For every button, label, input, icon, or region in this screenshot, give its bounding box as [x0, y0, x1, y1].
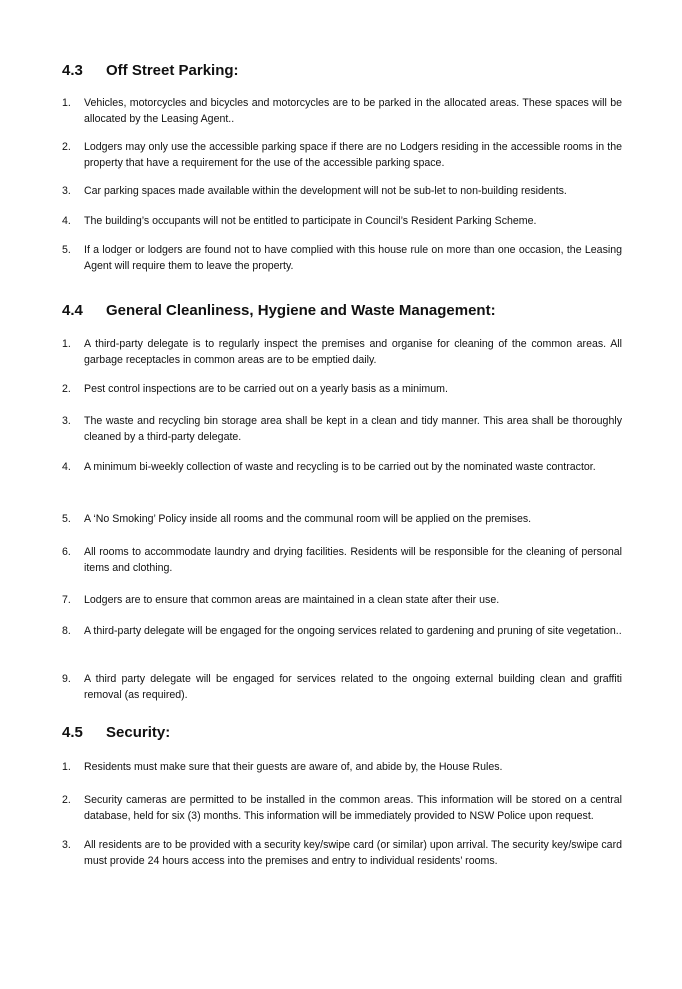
section-heading [62, 724, 622, 741]
item-text: A third party delegate will be engaged for services related to the ongoing external building clean and graffiti removal (as required). [84, 673, 622, 701]
item-number: 1. [62, 338, 71, 350]
list-item [62, 512, 622, 528]
item-text: Lodgers are to ensure that common areas are maintained in a clean state after their use. [84, 594, 500, 606]
list-item [62, 593, 622, 609]
item-number: 3. [62, 185, 71, 197]
item-text: A ‘No Smoking’ Policy inside all rooms and the communal room will be applied on the premises. [84, 513, 532, 525]
item-number: 2. [62, 794, 71, 806]
list-item [62, 760, 622, 776]
item-number: 2. [62, 141, 71, 153]
section-number: 4.4 [62, 302, 83, 319]
item-number: 1. [62, 761, 71, 773]
section-title: General Cleanliness, Hygiene and Waste Management: [106, 302, 496, 319]
item-number: 2. [62, 383, 71, 395]
item-text: Vehicles, motorcycles and bicycles and motorcycles are to be parked in the allocated areas. These spaces will be allocated by the Leasing Agent.. [84, 97, 622, 125]
list-item [62, 624, 622, 640]
item-number: 3. [62, 415, 71, 427]
item-text: The building’s occupants will not be entitled to participate in Council’s Resident Parking Scheme. [84, 215, 537, 227]
list-item [62, 243, 622, 274]
item-text: If a lodger or lodgers are found not to have complied with this house rule on more than one occasion, the Leasing Agent will require them to leave the property. [84, 244, 622, 272]
item-text: A third-party delegate is to regularly inspect the premises and organise for cleaning of the common areas. All garbage receptacles in common areas are to be emptied daily. [84, 338, 622, 366]
list-item [62, 214, 622, 230]
section-security [62, 724, 622, 867]
item-text: Lodgers may only use the accessible parking space if there are no Lodgers residing in the accessible rooms in the property that have a requirement for the use of the accessible parking space. [84, 141, 622, 169]
list-item [62, 140, 622, 171]
item-text: Residents must make sure that their guests are aware of, and abide by, the House Rules. [84, 761, 503, 773]
list-item [62, 672, 622, 703]
list-item [62, 460, 622, 476]
item-text: All residents are to be provided with a security key/swipe card (or similar) upon arrival. The security key/swipe card must provide 24 hours access into the premises and entry to individual residents’ rooms. [84, 839, 622, 867]
section-title: Security: [106, 724, 171, 741]
item-text: Car parking spaces made available within the development will not be sub-let to non-building residents. [84, 185, 567, 197]
item-number: 6. [62, 546, 71, 558]
item-number: 9. [62, 673, 71, 685]
list-item [62, 838, 622, 869]
list-item [62, 793, 622, 824]
item-text: Security cameras are permitted to be installed in the common areas. This information will be stored on a central database, held for six (3) months. This information will be immediately provided to NSW Police upon request. [84, 794, 622, 822]
item-number: 3. [62, 839, 71, 851]
section-title: Off Street Parking: [106, 62, 239, 79]
section-off-street-parking [62, 62, 622, 272]
list-item [62, 545, 622, 576]
item-number: 1. [62, 97, 71, 109]
item-number: 4. [62, 215, 71, 227]
item-number: 5. [62, 513, 71, 525]
item-number: 8. [62, 625, 71, 637]
list-item [62, 96, 622, 127]
item-number: 7. [62, 594, 71, 606]
item-number: 4. [62, 461, 71, 473]
item-number: 5. [62, 244, 71, 256]
section-cleanliness-hygiene-waste [62, 302, 622, 701]
item-text: All rooms to accommodate laundry and drying facilities. Residents will be responsible for the cleaning of personal items and clothing. [84, 546, 622, 574]
section-heading [62, 62, 622, 79]
list-item [62, 382, 622, 398]
item-text: A minimum bi-weekly collection of waste and recycling is to be carried out by the nominated waste contractor. [84, 461, 596, 473]
section-heading [62, 302, 622, 319]
section-number: 4.3 [62, 62, 83, 79]
section-number: 4.5 [62, 724, 83, 741]
list-item [62, 184, 622, 200]
list-item [62, 414, 622, 445]
list-item [62, 337, 622, 368]
item-text: Pest control inspections are to be carried out on a yearly basis as a minimum. [84, 383, 448, 395]
item-text: A third-party delegate will be engaged for the ongoing services related to gardening and pruning of site vegetation.. [84, 625, 622, 637]
item-text: The waste and recycling bin storage area shall be kept in a clean and tidy manner. This area shall be thoroughly cleaned by a third-party delegate. [84, 415, 622, 443]
